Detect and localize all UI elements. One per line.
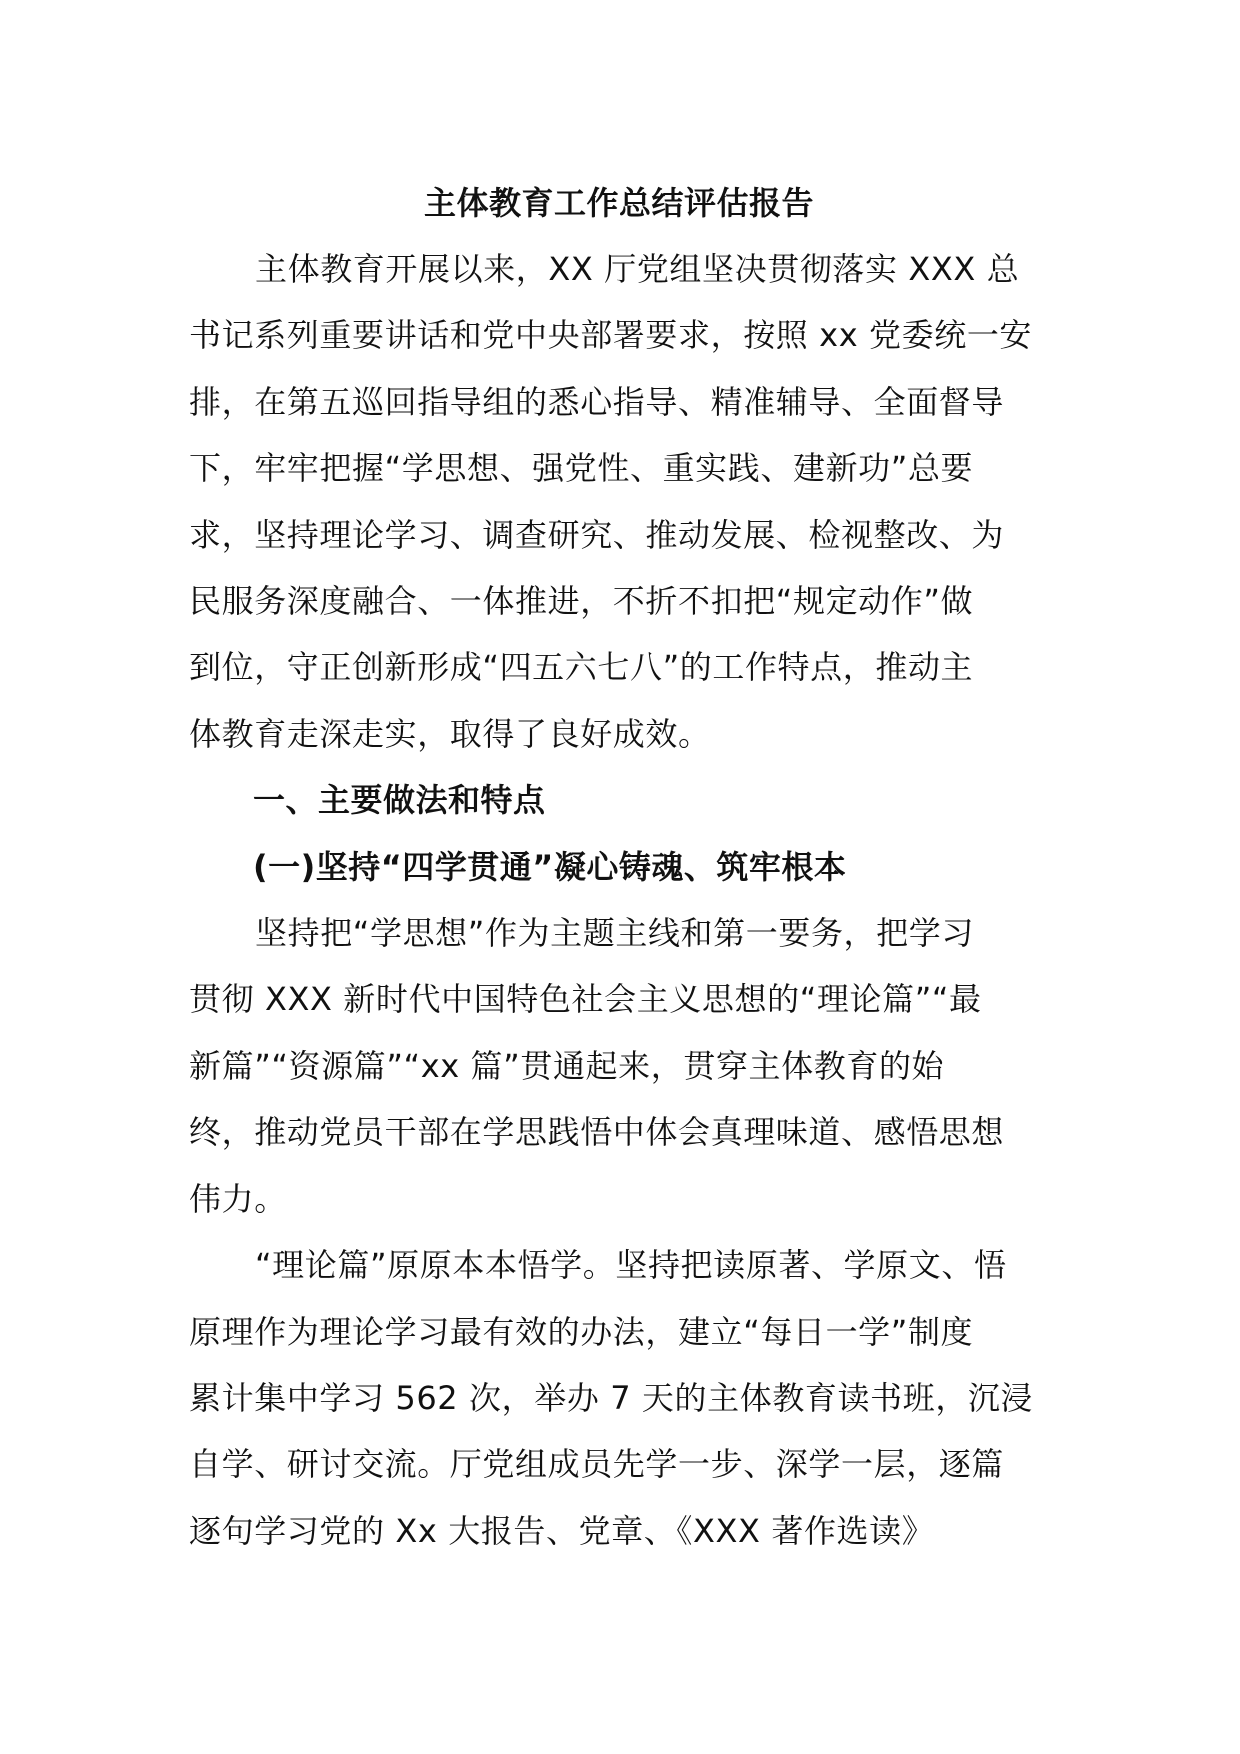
section-heading: 一、主要做法和特点 <box>253 781 546 820</box>
paragraph-line: 原理作为理论学习最有效的办法，建立“每日一学”制度 <box>189 1312 974 1351</box>
paragraph-line: 求，坚持理论学习、调查研究、推动发展、检视整改、为 <box>189 515 1005 554</box>
body-paragraph <box>189 900 1049 1232</box>
paragraph-line: 体教育走深走实，取得了良好成效。 <box>189 714 711 753</box>
document-title: 主体教育工作总结评估报告 <box>423 184 814 222</box>
subsection-heading: (一)坚持“四学贯通”凝心铸魂、筑牢根本 <box>253 847 847 886</box>
document-body <box>189 170 1049 1564</box>
paragraph-line: 下，牢牢把握“学思想、强党性、重实践、建新功”总要 <box>189 449 974 488</box>
body-paragraph <box>189 1232 1049 1564</box>
paragraph-line: 累计集中学习 562 次，举办 7 天的主体教育读书班，沉浸 <box>189 1378 1034 1417</box>
paragraph-line: 民服务深度融合、一体推进，不折不扣把“规定动作”做 <box>189 582 974 621</box>
paragraph-line: 新篇”“资源篇”“xx 篇”贯通起来，贯穿主体教育的始 <box>189 1046 945 1085</box>
paragraph-line: “理论篇”原原本本悟学。坚持把读原著、学原文、悟 <box>255 1246 1007 1285</box>
intro-paragraph <box>189 236 1049 767</box>
paragraph-line: 终，推动党员干部在学思践悟中体会真理味道、感悟思想 <box>189 1113 1005 1152</box>
paragraph-line: 贯彻 XXX 新时代中国特色社会主义思想的“理论篇”“最 <box>189 980 982 1019</box>
paragraph-line: 坚持把“学思想”作为主题主线和第一要务，把学习 <box>255 914 974 953</box>
paragraph-line: 逐句学习党的 Xx 大报告、党章、《XXX 著作选读》 <box>189 1511 935 1550</box>
paragraph-line: 伟力。 <box>189 1179 287 1218</box>
paragraph-line: 自学、研讨交流。厅党组成员先学一步、深学一层，逐篇 <box>189 1445 1005 1484</box>
paragraph-line: 排，在第五巡回指导组的悉心指导、精准辅导、全面督导 <box>189 382 1005 421</box>
paragraph-line: 主体教育开展以来，XX 厅党组坚决贯彻落实 XXX 总 <box>255 250 1020 288</box>
paragraph-line: 到位，守正创新形成“四五六七八”的工作特点，推动主 <box>189 648 974 687</box>
paragraph-line: 书记系列重要讲话和党中央部署要求，按照 xx 党委统一安 <box>189 316 1033 355</box>
